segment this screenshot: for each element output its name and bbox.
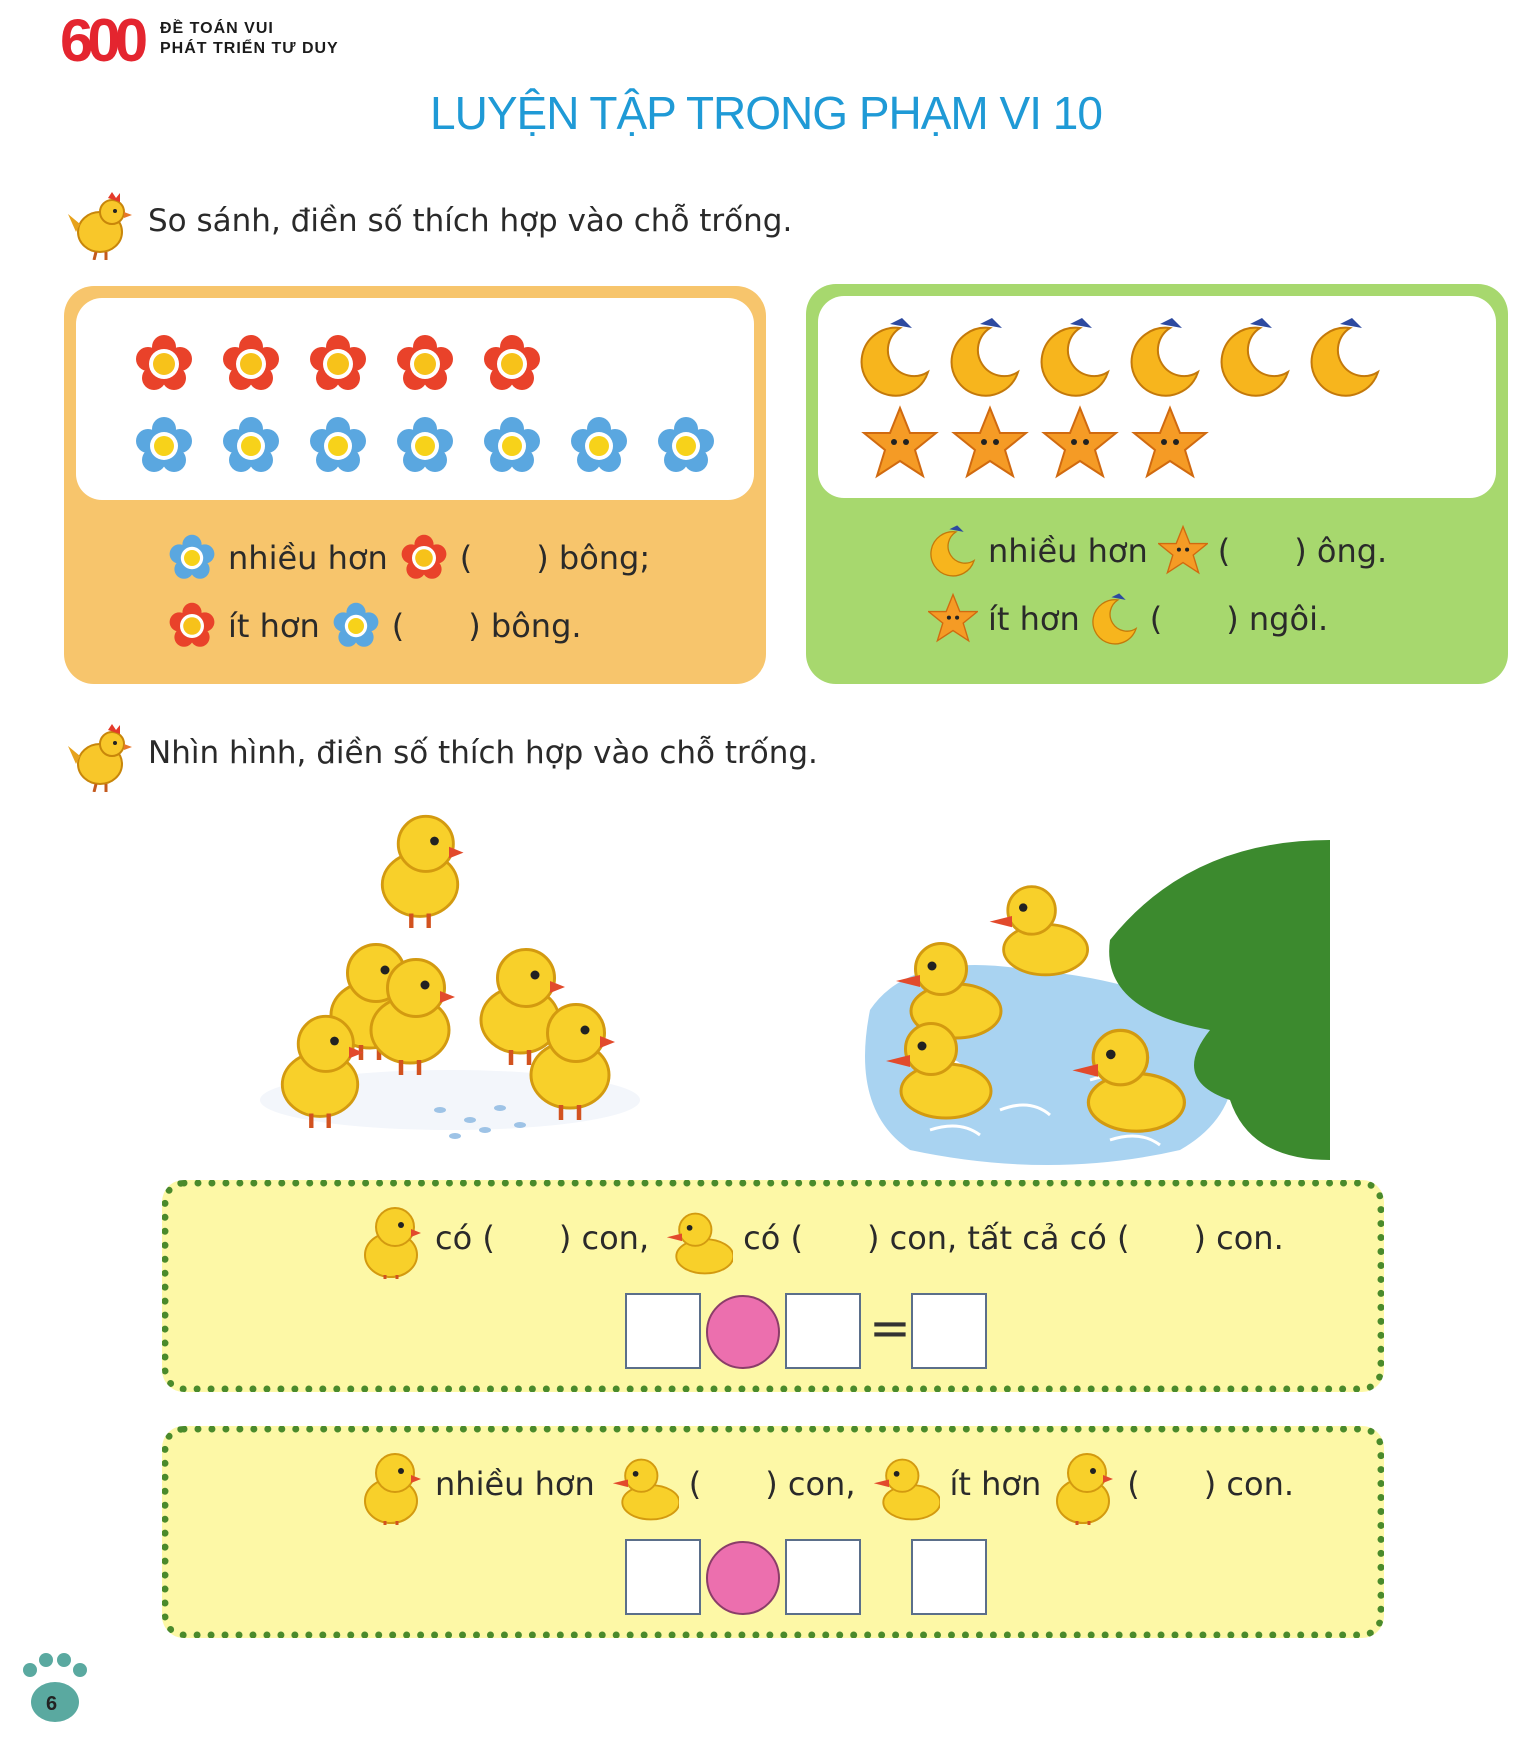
stars-row [864,408,1206,476]
flower-rows [76,298,754,500]
hen-bullet-icon [62,720,138,792]
instruction-2: Nhìn hình, điền số thích hợp vào chỗ trống. [148,735,818,771]
red-flower-icon [484,335,540,390]
moon-icon [1090,592,1140,646]
hen-bullet-icon [62,188,138,260]
unit-label: ) con. [1193,1219,1284,1257]
moon-star-comparison-line-1 [918,524,1387,578]
more-than-label: nhiều hơn [435,1465,595,1503]
open-paren: ( [1127,1465,1140,1503]
logo-number: 600 [60,7,143,74]
open-paren: ( [1149,600,1163,638]
moon-icon [862,318,928,396]
page-number: 6 [46,1693,58,1715]
blue-flower-icon [658,417,714,472]
blue-flower-icon [136,417,192,472]
flower-picture-area [76,298,754,500]
difference-sentence [349,1443,1294,1525]
star-icon [954,408,1026,476]
star-icon [1044,408,1116,476]
number-box[interactable] [785,1539,861,1615]
moon-icon [1312,318,1378,396]
flower-comparison-line-2 [156,600,582,652]
red-flower-icon [310,335,366,390]
open-paren: ( [1217,532,1231,570]
flower-comparison-panel [64,286,766,684]
moons-row [862,318,1378,396]
unit-label: ) con, [765,1465,856,1503]
sum-exercise-box [162,1180,1384,1392]
result-box[interactable] [911,1293,987,1369]
ducklings-pond-illustration [850,830,1340,1170]
less-than-label: ít hơn [949,1465,1042,1503]
difference-exercise-box [162,1426,1384,1638]
red-flower-icon [397,335,453,390]
moon-icon [928,524,978,578]
moon-star-comparison-panel [806,284,1508,684]
chick-icon [1051,1443,1117,1525]
paw-print-icon [14,1648,94,1728]
blue-flower-icon [166,532,218,584]
equals-sign: = [869,1299,911,1357]
unit-label: ) con, [558,1219,650,1257]
blue-flower-icon [397,417,453,472]
red-flowers-row [136,335,540,390]
blue-flower-icon [484,417,540,472]
moon-star-comparison-line-2 [918,592,1328,646]
duckling-icon [659,1197,733,1279]
logo-line-2: PHÁT TRIỂN TƯ DUY [160,40,339,57]
blue-flower-icon [310,417,366,472]
result-box[interactable] [911,1539,987,1615]
moon-icon [1132,318,1198,396]
open-paren: ( [688,1465,702,1503]
more-than-label: nhiều hơn [228,539,388,577]
less-than-label: ít hơn [228,607,320,645]
star-icon [1134,408,1206,476]
total-label: ) con, tất cả có ( [866,1219,1130,1257]
moon-icon [952,318,1018,396]
moon-icon [1042,318,1108,396]
close-paren-unit: ) ngôi. [1226,600,1329,638]
star-icon [864,408,936,476]
chick-icon [359,1443,425,1525]
chick-icon [382,816,463,928]
less-than-label: ít hơn [988,600,1080,638]
duckling-icon [990,887,1088,975]
red-flower-icon [166,600,218,652]
flower-comparison-line-1 [156,532,650,584]
blue-flower-icon [571,417,627,472]
duckling-icon [605,1443,679,1525]
unit-label: ) con. [1203,1465,1295,1503]
chick-icon [359,1197,425,1279]
logo-line-1: ĐỀ TOÁN VUI [160,20,274,37]
close-paren-unit: ) bông. [468,607,582,645]
moon-icon [1222,318,1288,396]
moon-star-picture-area [818,296,1496,498]
open-paren: ( [459,539,473,577]
page-title: LUYỆN TẬP TRONG PHẠM VI 10 [430,87,1102,139]
blue-flowers-row [136,417,714,472]
blue-flower-icon [330,600,382,652]
has-label: có ( [435,1219,495,1257]
has-label: có ( [743,1219,803,1257]
number-box[interactable] [785,1293,861,1369]
open-paren: ( [391,607,405,645]
operator-circle[interactable] [706,1295,780,1369]
blue-flower-icon [223,417,279,472]
operator-circle[interactable] [706,1541,780,1615]
number-box[interactable] [625,1293,701,1369]
moon-star-rows [818,296,1496,498]
star-icon [928,592,978,646]
more-than-label: nhiều hơn [988,532,1148,570]
red-flower-icon [136,335,192,390]
red-flower-icon [223,335,279,390]
sum-sentence [349,1197,1284,1279]
star-icon [1158,524,1208,578]
red-flower-icon [398,532,450,584]
duckling-icon [866,1443,940,1525]
chicks-illustration [230,810,670,1160]
number-box[interactable] [625,1539,701,1615]
close-paren-unit: ) ông. [1294,532,1388,570]
instruction-1: So sánh, điền số thích hợp vào chỗ trống. [148,203,793,239]
close-paren-unit: ) bông; [536,539,651,577]
